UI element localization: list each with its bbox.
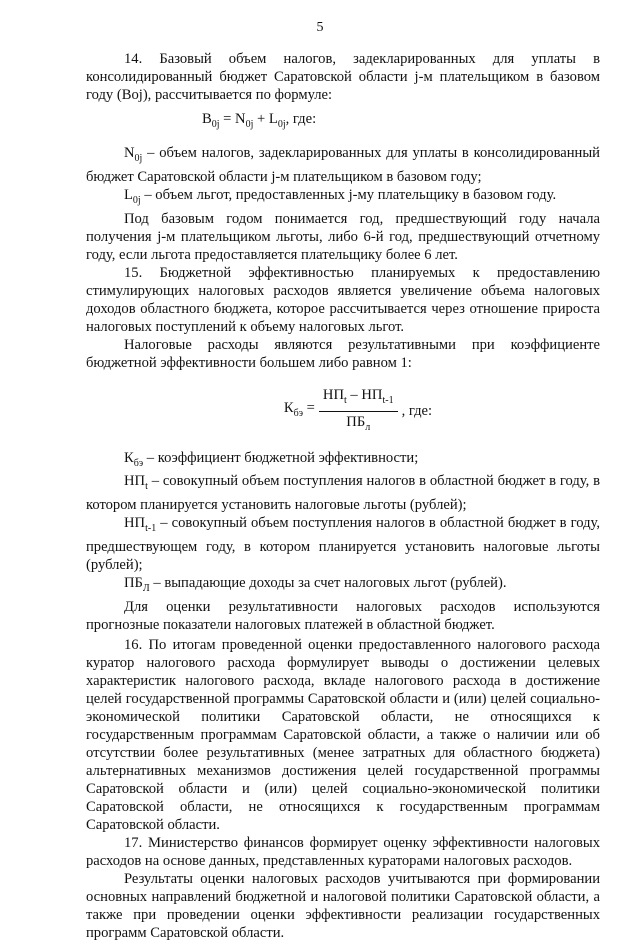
formula-lhs: $К_{бэ}$ = bbox=[283, 400, 315, 420]
document-body bbox=[86, 50, 600, 942]
page-number: 5 bbox=[316, 20, 324, 35]
fraction-denominator: $ПБ_л$ bbox=[346, 413, 371, 433]
definition-npt1: $НП_{t-1}$ – совокупный объем поступления налогов в областной бюджет в году, предшествующем году, в котором планируется установить налоговые льготы (рублей); bbox=[86, 515, 600, 574]
formula-budget-efficiency bbox=[86, 386, 600, 437]
paragraph-17: 17. Министерство финансов формирует оценку эффективности налоговых расходов на основе данных, представленных кураторами налоговых расходов. bbox=[86, 835, 600, 870]
paragraph-final: Результаты оценки налоговых расходов учитываются при формировании основных направлений бюджетной и налоговой политики Саратовской области, а также при проведении оценки эффективности реализации государственных программ Саратовской области. bbox=[86, 871, 600, 942]
fraction-numerator: $НП_t - НП_{t-1}$ bbox=[319, 386, 398, 412]
definition-n0j: $N_{0j}$ – объем налогов, задекларированных для уплаты в консолидированный бюджет Саратовской области j-м плательщиком в базовом году; bbox=[86, 144, 600, 185]
definition-l0j: $L_{0j}$ – объем льгот, предоставленных j-му плательщику в базовом году. bbox=[124, 186, 557, 206]
paragraph-16: 16. По итогам проведенной оценки предоставленного налогового расхода куратор налогового расхода формулирует выводы о достижении целевых характеристик налогового расхода, вкладе налогового расхода в достижение целей государственной программы Саратовской области и (или) целей социально-экономической политики Саратовской области, не относящихся к государственным программам Саратовской области, а также о наличии или об отсутствии более результативных (менее затратных для областного бюджета) альтернативных механизмов достижения целей государственной программы Саратовской области и (или) целей социально-экономической политики Саратовской области, не относящихся к государственным программам Саратовской области. bbox=[86, 637, 600, 834]
paragraph-14: 14. Базовый объем налогов, задекларированных для уплаты в консолидированный бюджет Саратовской области j-м плательщиком в базовом году (Boj), рассчитывается по формуле: bbox=[86, 51, 600, 103]
paragraph-result: Налоговые расходы являются результативными при коэффициенте бюджетной эффективности большем либо равном 1: bbox=[86, 336, 600, 371]
definition-pbl: $ПБ_Л$ – выпадающие доходы за счет налоговых льгот (рублей). bbox=[124, 575, 507, 595]
definition-npt: $НП_t$ – совокупный объем поступления налогов в областной бюджет в году, в котором планируется установить налоговые льготы (рублей); bbox=[86, 473, 600, 514]
paragraph-forecast: Для оценки результативности налоговых расходов используются прогнозные показатели налоговых платежей в областной бюджет. bbox=[86, 599, 600, 634]
formula-fraction bbox=[319, 386, 398, 437]
formula-base-volume: $B_{0j} = N_{0j} + L_{0j}$, где: bbox=[202, 111, 317, 130]
definition-kbe: $К_{бэ}$ – коэффициент бюджетной эффективности; bbox=[124, 449, 419, 469]
formula-tail: , где: bbox=[401, 403, 433, 420]
paragraph-base-year: Под базовым годом понимается год, предшествующий году начала получения j-м плательщиком льготы, либо 6-й год, предшествующий отчетному году, если льгота предоставляется плательщику более 6 лет. bbox=[86, 210, 600, 263]
paragraph-15: 15. Бюджетной эффективностью планируемых к предоставлению стимулирующих налоговых расходов является увеличение объема налоговых доходов областного бюджета, которое рассчитывается через отношение прироста налоговых поступлений к объему налоговых льгот. bbox=[86, 264, 600, 335]
